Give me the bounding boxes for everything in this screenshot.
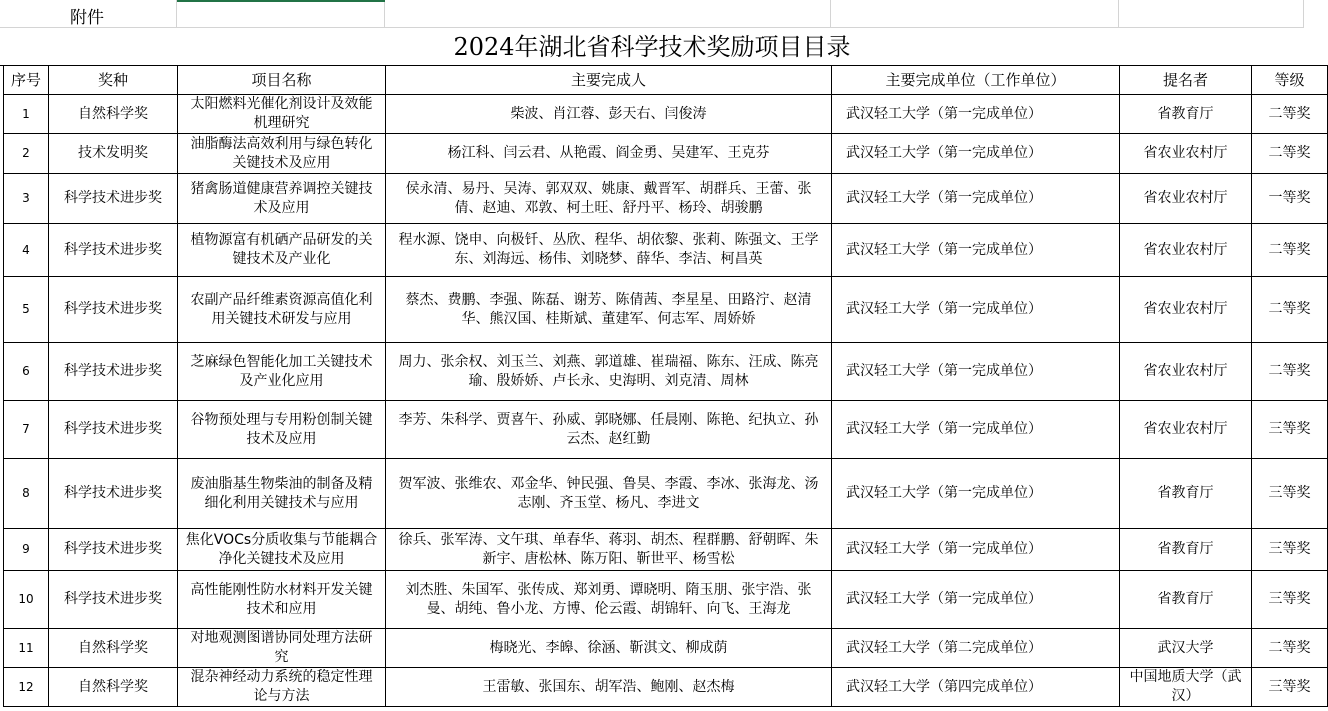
award-table — [3, 65, 1328, 707]
main-contributors-cell[interactable]: 侯永清、易丹、吴涛、郭双双、姚康、戴晋军、胡群兵、王蕾、张倩、赵迪、邓敦、柯土旺、舒丹平、杨玲、胡骏鹏 — [386, 174, 832, 224]
column-header[interactable]: 项目名称 — [178, 66, 386, 95]
nominator-cell[interactable]: 省教育厅 — [1120, 571, 1252, 629]
completion-unit-cell[interactable]: 武汉轻工大学（第一完成单位） — [832, 343, 1120, 401]
row-number[interactable]: 7 — [4, 401, 49, 459]
main-contributors-cell[interactable]: 程水源、饶申、向极钎、丛欣、程华、胡依黎、张莉、陈强文、王学东、刘海远、杨伟、刘晓梦、薛华、李洁、柯昌英 — [386, 224, 832, 277]
table-row — [4, 343, 1328, 401]
nominator-cell[interactable]: 省农业农村厅 — [1120, 343, 1252, 401]
nominator-cell[interactable]: 省农业农村厅 — [1120, 277, 1252, 343]
award-type-cell[interactable]: 科学技术进步奖 — [49, 529, 178, 571]
column-header[interactable]: 主要完成人 — [386, 66, 832, 95]
main-contributors-cell[interactable]: 徐兵、张军涛、文午琪、单春华、蒋羽、胡杰、程群鹏、舒朝晖、朱新宇、唐松林、陈万阳、靳世平、杨雪松 — [386, 529, 832, 571]
award-type-cell[interactable]: 科学技术进步奖 — [49, 224, 178, 277]
nominator-cell[interactable]: 省教育厅 — [1120, 529, 1252, 571]
table-row — [4, 277, 1328, 343]
page-title: 2024年湖北省科学技术奖励项目目录 — [0, 28, 1304, 66]
award-type-cell[interactable]: 技术发明奖 — [49, 134, 178, 174]
table-row — [4, 529, 1328, 571]
grade-cell[interactable]: 三等奖 — [1252, 401, 1328, 459]
project-name-cell[interactable]: 焦化VOCs分质收集与节能耦合净化关键技术及应用 — [178, 529, 386, 571]
grade-cell[interactable]: 二等奖 — [1252, 277, 1328, 343]
row-number[interactable]: 2 — [4, 134, 49, 174]
grade-cell[interactable]: 二等奖 — [1252, 629, 1328, 668]
row-number[interactable]: 8 — [4, 459, 49, 529]
project-name-cell[interactable]: 高性能刚性防水材料开发关键技术和应用 — [178, 571, 386, 629]
nominator-cell[interactable]: 省教育厅 — [1120, 95, 1252, 134]
nominator-cell[interactable]: 中国地质大学（武汉） — [1120, 668, 1252, 707]
row-number[interactable]: 9 — [4, 529, 49, 571]
project-name-cell[interactable]: 对地观测图谱协同处理方法研究 — [178, 629, 386, 668]
nominator-cell[interactable]: 武汉大学 — [1120, 629, 1252, 668]
sheet-top-row — [0, 0, 1304, 28]
grade-cell[interactable]: 三等奖 — [1252, 529, 1328, 571]
completion-unit-cell[interactable]: 武汉轻工大学（第一完成单位） — [832, 95, 1120, 134]
table-row — [4, 401, 1328, 459]
project-name-cell[interactable]: 农副产品纤维素资源高值化利用关键技术研发与应用 — [178, 277, 386, 343]
main-contributors-cell[interactable]: 王雷敏、张国东、胡军浩、鲍刚、赵杰梅 — [386, 668, 832, 707]
table-row — [4, 459, 1328, 529]
main-contributors-cell[interactable]: 李芳、朱科学、贾喜午、孙威、郭晓娜、任晨刚、陈艳、纪执立、孙云杰、赵红勤 — [386, 401, 832, 459]
table-row — [4, 174, 1328, 224]
row-number[interactable]: 12 — [4, 668, 49, 707]
completion-unit-cell[interactable]: 武汉轻工大学（第一完成单位） — [832, 174, 1120, 224]
nominator-cell[interactable]: 省农业农村厅 — [1120, 174, 1252, 224]
award-type-cell[interactable]: 科学技术进步奖 — [49, 277, 178, 343]
cell-d1[interactable] — [831, 0, 1119, 28]
row-number[interactable]: 1 — [4, 95, 49, 134]
completion-unit-cell[interactable]: 武汉轻工大学（第一完成单位） — [832, 571, 1120, 629]
award-type-cell[interactable]: 科学技术进步奖 — [49, 401, 178, 459]
nominator-cell[interactable]: 省农业农村厅 — [1120, 134, 1252, 174]
column-header[interactable]: 等级 — [1252, 66, 1328, 95]
column-header[interactable]: 主要完成单位（工作单位） — [832, 66, 1120, 95]
main-contributors-cell[interactable]: 梅晓光、李皞、徐涵、靳淇文、柳成荫 — [386, 629, 832, 668]
row-number[interactable]: 4 — [4, 224, 49, 277]
project-name-cell[interactable]: 废油脂基生物柴油的制备及精细化利用关键技术与应用 — [178, 459, 386, 529]
main-contributors-cell[interactable]: 刘杰胜、朱国军、张传成、郑刘勇、谭晓明、隋玉朋、张宇浩、张曼、胡纯、鲁小龙、方博、伦云霞、胡锦轩、向飞、王海龙 — [386, 571, 832, 629]
active-column-indicator — [177, 0, 385, 2]
grade-cell[interactable]: 一等奖 — [1252, 174, 1328, 224]
award-type-cell[interactable]: 自然科学奖 — [49, 668, 178, 707]
project-name-cell[interactable]: 谷物预处理与专用粉创制关键技术及应用 — [178, 401, 386, 459]
award-type-cell[interactable]: 自然科学奖 — [49, 95, 178, 134]
table-row — [4, 571, 1328, 629]
table-row — [4, 134, 1328, 174]
grade-cell[interactable]: 三等奖 — [1252, 571, 1328, 629]
column-header[interactable]: 提名者 — [1120, 66, 1252, 95]
cell-c1[interactable] — [385, 0, 831, 28]
table-row — [4, 668, 1328, 707]
main-contributors-cell[interactable]: 贺军波、张维农、邓金华、钟民强、鲁昊、李霞、李冰、张海龙、汤志刚、齐玉堂、杨凡、李进文 — [386, 459, 832, 529]
completion-unit-cell[interactable]: 武汉轻工大学（第一完成单位） — [832, 134, 1120, 174]
completion-unit-cell[interactable]: 武汉轻工大学（第一完成单位） — [832, 224, 1120, 277]
row-number[interactable]: 11 — [4, 629, 49, 668]
project-name-cell[interactable]: 植物源富有机硒产品研发的关键技术及产业化 — [178, 224, 386, 277]
grade-cell[interactable]: 二等奖 — [1252, 343, 1328, 401]
project-name-cell[interactable]: 芝麻绿色智能化加工关键技术及产业化应用 — [178, 343, 386, 401]
project-name-cell[interactable]: 混杂神经动力系统的稳定性理论与方法 — [178, 668, 386, 707]
nominator-cell[interactable]: 省教育厅 — [1120, 459, 1252, 529]
award-type-cell[interactable]: 科学技术进步奖 — [49, 174, 178, 224]
grade-cell[interactable]: 二等奖 — [1252, 224, 1328, 277]
grade-cell[interactable]: 二等奖 — [1252, 134, 1328, 174]
completion-unit-cell[interactable]: 武汉轻工大学（第二完成单位） — [832, 629, 1120, 668]
project-name-cell[interactable]: 猪禽肠道健康营养调控关键技术及应用 — [178, 174, 386, 224]
header-row — [4, 66, 1328, 95]
table-row — [4, 629, 1328, 668]
award-type-cell[interactable]: 科学技术进步奖 — [49, 571, 178, 629]
grade-cell[interactable]: 二等奖 — [1252, 95, 1328, 134]
row-number[interactable]: 5 — [4, 277, 49, 343]
award-type-cell[interactable]: 自然科学奖 — [49, 629, 178, 668]
main-contributors-cell[interactable]: 蔡杰、费鹏、李强、陈磊、谢芳、陈倩茜、李星星、田路泞、赵清华、熊汉国、桂斯斌、董建军、何志军、周娇娇 — [386, 277, 832, 343]
column-header[interactable]: 序号 — [4, 66, 49, 95]
table-row — [4, 95, 1328, 134]
completion-unit-cell[interactable]: 武汉轻工大学（第一完成单位） — [832, 529, 1120, 571]
award-type-cell[interactable]: 科学技术进步奖 — [49, 343, 178, 401]
main-contributors-cell[interactable]: 柴波、肖江蓉、彭天右、闫俊涛 — [386, 95, 832, 134]
table-body — [4, 95, 1328, 707]
completion-unit-cell[interactable]: 武汉轻工大学（第四完成单位） — [832, 668, 1120, 707]
nominator-cell[interactable]: 省农业农村厅 — [1120, 401, 1252, 459]
row-number[interactable]: 6 — [4, 343, 49, 401]
row-number[interactable]: 10 — [4, 571, 49, 629]
completion-unit-cell[interactable]: 武汉轻工大学（第一完成单位） — [832, 401, 1120, 459]
main-contributors-cell[interactable]: 杨江科、闫云君、从艳霞、阎金勇、吴建军、王克芬 — [386, 134, 832, 174]
completion-unit-cell[interactable]: 武汉轻工大学（第一完成单位） — [832, 277, 1120, 343]
project-name-cell[interactable]: 太阳燃料光催化剂设计及效能机理研究 — [178, 95, 386, 134]
attachment-label: 附件 — [70, 8, 104, 28]
completion-unit-cell[interactable]: 武汉轻工大学（第一完成单位） — [832, 459, 1120, 529]
grade-cell[interactable]: 三等奖 — [1252, 668, 1328, 707]
row-number[interactable]: 3 — [4, 174, 49, 224]
main-contributors-cell[interactable]: 周力、张余权、刘玉兰、刘燕、郭道雄、崔瑞福、陈东、汪成、陈亮瑜、殷娇娇、卢长永、史海明、刘克清、周林 — [386, 343, 832, 401]
award-type-cell[interactable]: 科学技术进步奖 — [49, 459, 178, 529]
column-header[interactable]: 奖种 — [49, 66, 178, 95]
cell-e1[interactable] — [1119, 0, 1304, 28]
project-name-cell[interactable]: 油脂酶法高效利用与绿色转化关键技术及应用 — [178, 134, 386, 174]
cell-b1[interactable] — [177, 0, 385, 28]
grade-cell[interactable]: 三等奖 — [1252, 459, 1328, 529]
table-row — [4, 224, 1328, 277]
nominator-cell[interactable]: 省农业农村厅 — [1120, 224, 1252, 277]
